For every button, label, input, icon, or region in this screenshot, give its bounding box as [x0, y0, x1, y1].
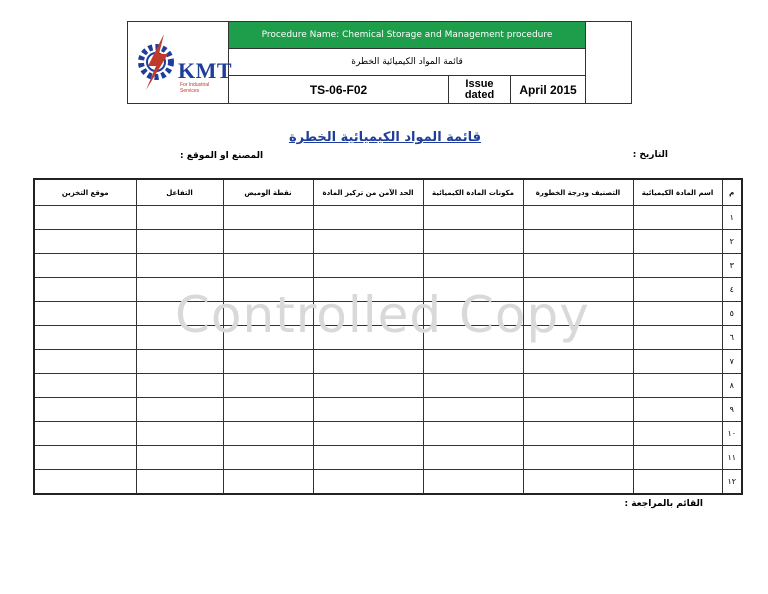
header-blank-cell: [585, 22, 631, 103]
table-cell[interactable]: [136, 254, 223, 278]
table-cell[interactable]: [523, 446, 633, 470]
site-label: المصنع او الموقع :: [180, 151, 264, 161]
table-cell[interactable]: [313, 254, 423, 278]
table-cell[interactable]: [34, 398, 136, 422]
table-header-row: [34, 179, 742, 206]
table-cell[interactable]: [223, 302, 313, 326]
table-cell[interactable]: [423, 278, 523, 302]
column-header: اسم المادة الكيميائية: [633, 179, 722, 206]
table-cell[interactable]: [136, 422, 223, 446]
table-cell[interactable]: [313, 302, 423, 326]
table-cell[interactable]: [423, 398, 523, 422]
document-header: [127, 21, 632, 104]
table-cell[interactable]: [136, 206, 223, 230]
gear-logo-icon: [134, 32, 180, 92]
date-label: التاريخ :: [632, 150, 668, 160]
table-cell[interactable]: [34, 422, 136, 446]
table-cell[interactable]: [523, 230, 633, 254]
table-cell[interactable]: [34, 302, 136, 326]
table-cell[interactable]: [34, 254, 136, 278]
table-cell[interactable]: [34, 206, 136, 230]
document-code: TS-06-F02: [229, 76, 449, 103]
table-cell[interactable]: [313, 350, 423, 374]
table-row: [34, 446, 742, 470]
row-number: ١: [722, 206, 742, 230]
table-cell[interactable]: [633, 446, 722, 470]
table-cell[interactable]: [633, 374, 722, 398]
table-cell[interactable]: [633, 230, 722, 254]
table-row: [34, 398, 742, 422]
row-number: ٢: [722, 230, 742, 254]
table-cell[interactable]: [313, 422, 423, 446]
table-cell[interactable]: [136, 446, 223, 470]
table-cell[interactable]: [34, 230, 136, 254]
row-number: ٧: [722, 350, 742, 374]
table-row: [34, 302, 742, 326]
issue-label-line2: dated: [464, 88, 495, 101]
table-cell[interactable]: [313, 374, 423, 398]
column-header: التصنيف ودرجة الخطورة: [523, 179, 633, 206]
column-header: موقع التخزين: [34, 179, 136, 206]
row-number: ٤: [722, 278, 742, 302]
table-cell[interactable]: [633, 398, 722, 422]
table-cell[interactable]: [423, 446, 523, 470]
column-header: الحد الآمن من تركيز المادة: [313, 179, 423, 206]
table-cell[interactable]: [633, 278, 722, 302]
table-cell[interactable]: [423, 326, 523, 350]
table-cell[interactable]: [136, 326, 223, 350]
table-cell[interactable]: [633, 206, 722, 230]
table-cell[interactable]: [423, 206, 523, 230]
table-cell[interactable]: [423, 254, 523, 278]
column-header: مكونات المادة الكيميائية: [423, 179, 523, 206]
table-cell[interactable]: [633, 422, 722, 446]
table-cell[interactable]: [523, 350, 633, 374]
column-header: م: [722, 179, 742, 206]
table-cell[interactable]: [136, 302, 223, 326]
row-number: ٥: [722, 302, 742, 326]
table-cell[interactable]: [34, 374, 136, 398]
table-row: [34, 254, 742, 278]
table-cell[interactable]: [223, 422, 313, 446]
table-cell[interactable]: [523, 206, 633, 230]
watermark: Controlled Copy: [175, 286, 590, 344]
table-cell[interactable]: [633, 350, 722, 374]
table-cell[interactable]: [34, 350, 136, 374]
row-number: ١٢: [722, 470, 742, 495]
table-row: [34, 206, 742, 230]
table-cell[interactable]: [136, 230, 223, 254]
table-cell[interactable]: [423, 470, 523, 495]
company-logo: [128, 22, 233, 103]
table-cell[interactable]: [633, 326, 722, 350]
table-cell[interactable]: [523, 374, 633, 398]
table-cell[interactable]: [523, 422, 633, 446]
table-cell[interactable]: [34, 446, 136, 470]
table-cell[interactable]: [223, 326, 313, 350]
table-cell[interactable]: [523, 470, 633, 495]
reviewer-label: القائم بالمراجعة :: [624, 499, 703, 509]
table-cell[interactable]: [423, 230, 523, 254]
table-cell[interactable]: [313, 278, 423, 302]
table-cell[interactable]: [523, 398, 633, 422]
table-cell[interactable]: [423, 422, 523, 446]
column-header: التفاعل: [136, 179, 223, 206]
table-cell[interactable]: [136, 278, 223, 302]
table-cell[interactable]: [223, 446, 313, 470]
row-number: ٣: [722, 254, 742, 278]
issue-dated-label: [449, 76, 511, 103]
row-number: ١٠: [722, 422, 742, 446]
table-cell[interactable]: [136, 470, 223, 495]
table-cell[interactable]: [313, 470, 423, 495]
table-cell[interactable]: [523, 278, 633, 302]
table-cell[interactable]: [313, 398, 423, 422]
table-cell[interactable]: [313, 230, 423, 254]
table-cell[interactable]: [34, 278, 136, 302]
table-row: [34, 278, 742, 302]
table-cell[interactable]: [313, 206, 423, 230]
table-cell[interactable]: [423, 302, 523, 326]
table-cell[interactable]: [34, 326, 136, 350]
row-number: ٩: [722, 398, 742, 422]
table-cell[interactable]: [136, 398, 223, 422]
logo-text: KMT: [178, 58, 233, 83]
table-cell[interactable]: [633, 470, 722, 495]
logo-subtitle: For Industrial Services: [180, 82, 210, 94]
table-cell[interactable]: [313, 326, 423, 350]
table-cell[interactable]: [423, 350, 523, 374]
table-cell[interactable]: [523, 302, 633, 326]
table-cell[interactable]: [223, 350, 313, 374]
table-row: [34, 230, 742, 254]
table-cell[interactable]: [223, 278, 313, 302]
row-number: ٦: [722, 326, 742, 350]
table-cell[interactable]: [223, 254, 313, 278]
table-cell[interactable]: [633, 254, 722, 278]
table-cell[interactable]: [523, 326, 633, 350]
issue-date: April 2015: [519, 82, 577, 97]
form-title: قائمة المواد الكيميائية الخطرة: [288, 130, 482, 145]
table-row: [34, 470, 742, 495]
table-cell[interactable]: [223, 470, 313, 495]
table-row: [34, 326, 742, 350]
row-number: ٨: [722, 374, 742, 398]
table-cell[interactable]: [223, 398, 313, 422]
table-cell[interactable]: [633, 302, 722, 326]
table-cell[interactable]: [136, 374, 223, 398]
chemicals-table: [33, 178, 743, 495]
table-cell[interactable]: [136, 350, 223, 374]
table-cell[interactable]: [313, 446, 423, 470]
table-row: [34, 374, 742, 398]
row-number: ١١: [722, 446, 742, 470]
issue-label-line1: Issue: [465, 77, 494, 90]
procedure-name: Procedure Name: Chemical Storage and Management procedure: [229, 22, 585, 49]
table-cell[interactable]: [223, 230, 313, 254]
table-cell[interactable]: [523, 254, 633, 278]
table-cell[interactable]: [223, 206, 313, 230]
column-header: نقطة الوميض: [223, 179, 313, 206]
table-cell[interactable]: [423, 374, 523, 398]
table-row: [34, 350, 742, 374]
table-row: [34, 422, 742, 446]
table-cell[interactable]: [34, 470, 136, 495]
table-cell[interactable]: [223, 374, 313, 398]
header-list-title: قائمة المواد الكيميائية الخطرة: [229, 49, 585, 76]
